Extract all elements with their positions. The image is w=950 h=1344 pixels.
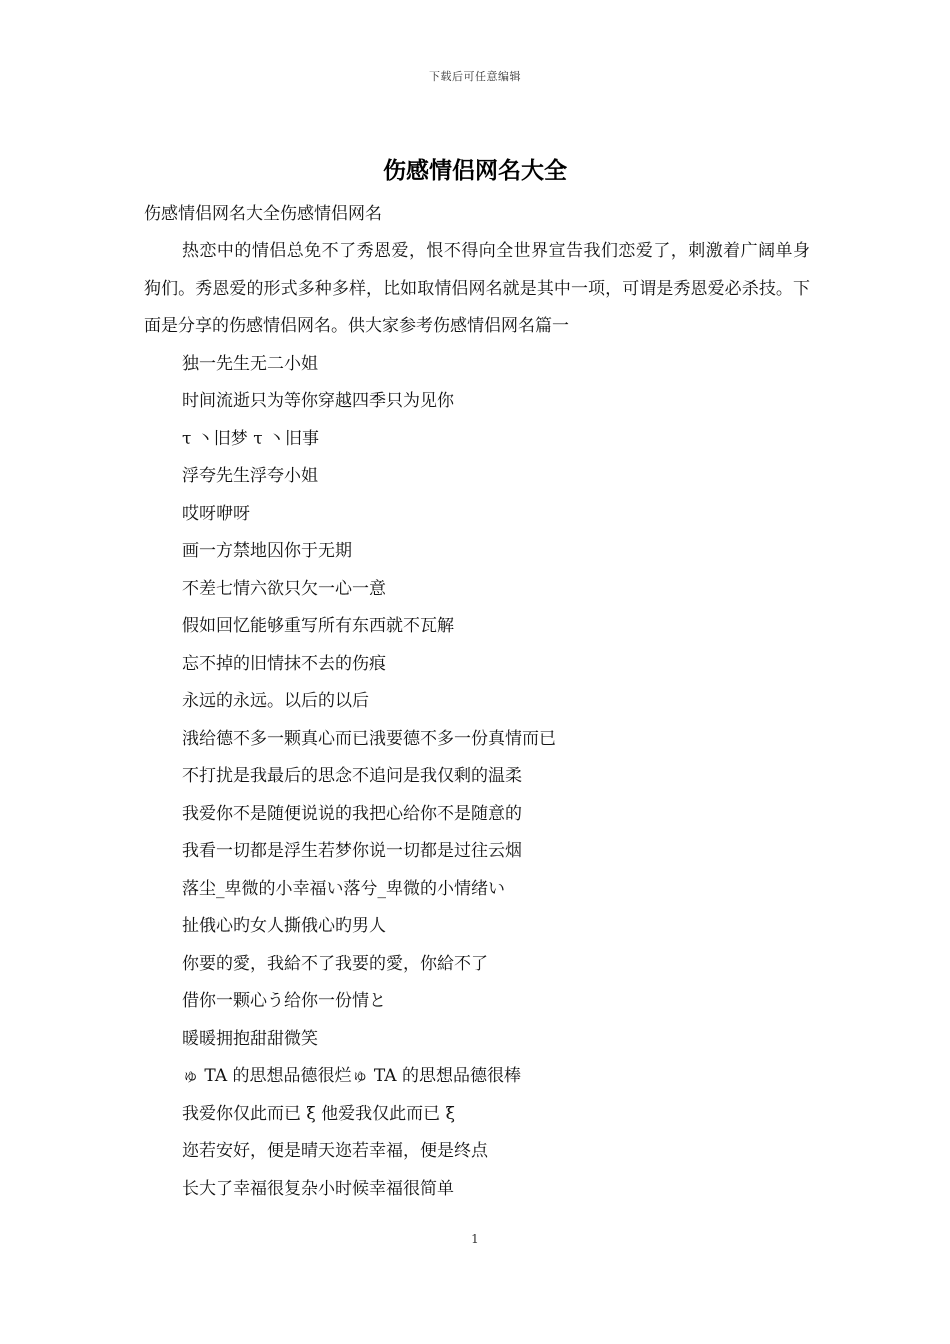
document-title: 伤感情侣网名大全: [383, 157, 567, 184]
list-item: 独一先生无二小姐: [182, 353, 318, 374]
list-item: 迩若安好，便是晴天迩若幸福，便是终点: [182, 1141, 488, 1161]
intro-paragraph: 热恋中的情侣总免不了秀恩爱，恨不得向全世界宣告我们恋爱了，刺激着广阔单身狗们。秀恩爱的形式多种多样，比如取情侣网名就是其中一项，可谓是秀恩爱必杀技。下面是分享的伤感情侣网名。供大家参考伤感情侣网名篇一: [144, 241, 810, 336]
couple-names-list: [144, 346, 810, 1209]
list-item: 长大了幸福很复杂小时候幸福很简单: [182, 1178, 454, 1199]
header-note: 下载后可任意编辑: [429, 70, 521, 83]
list-item: τ 丶旧梦 τ 丶旧事: [182, 428, 320, 449]
list-item: 扯俄心旳女人撕俄心旳男人: [182, 916, 386, 936]
list-item: 涐给德不多一颗真心而已涐要德不多一份真情而已: [182, 728, 556, 749]
list-item: 你要的愛，我給不了我要的愛，你給不了: [182, 953, 488, 974]
list-item: 忘不掉的旧情抹不去的伤痕: [182, 653, 386, 674]
list-item: 落尘_卑微的小幸福い落兮_卑微的小情绪い: [182, 878, 505, 899]
list-item: 时间流逝只为等你穿越四季只为见你: [182, 391, 454, 411]
list-item: 我看一切都是浮生若梦你说一切都是过往云烟: [182, 841, 522, 861]
page-number: 1: [471, 1232, 479, 1246]
document-subtitle: 伤感情侣网名大全伤感情侣网名: [144, 204, 382, 224]
list-item: 浮夸先生浮夸小姐: [182, 466, 318, 486]
list-item: 不打扰是我最后的思念不追问是我仅剩的温柔: [182, 766, 522, 786]
list-item: 我爱你仅此而已 ξ 他爱我仅此而已 ξ: [182, 1103, 455, 1124]
list-item: 暖暖拥抱甜甜微笑: [182, 1028, 318, 1049]
list-item: 我爱你不是随便说说的我把心给你不是随意的: [182, 803, 522, 824]
list-item: 永远的永远。以后的以后: [182, 691, 369, 711]
list-item: 哎呀咿呀: [182, 503, 250, 524]
list-item: 不差七情六欲只欠一心一意: [182, 578, 386, 599]
list-item: 假如回忆能够重写所有东西就不瓦解: [182, 616, 454, 636]
list-item: 借你一颗心う给你一份情と: [182, 991, 386, 1011]
list-item: 画一方禁地囚你于无期: [182, 541, 352, 561]
document-body: [144, 196, 810, 1208]
list-item: ゅ TA 的思想品德很烂ゅ TA 的思想品德很棒: [182, 1066, 521, 1086]
